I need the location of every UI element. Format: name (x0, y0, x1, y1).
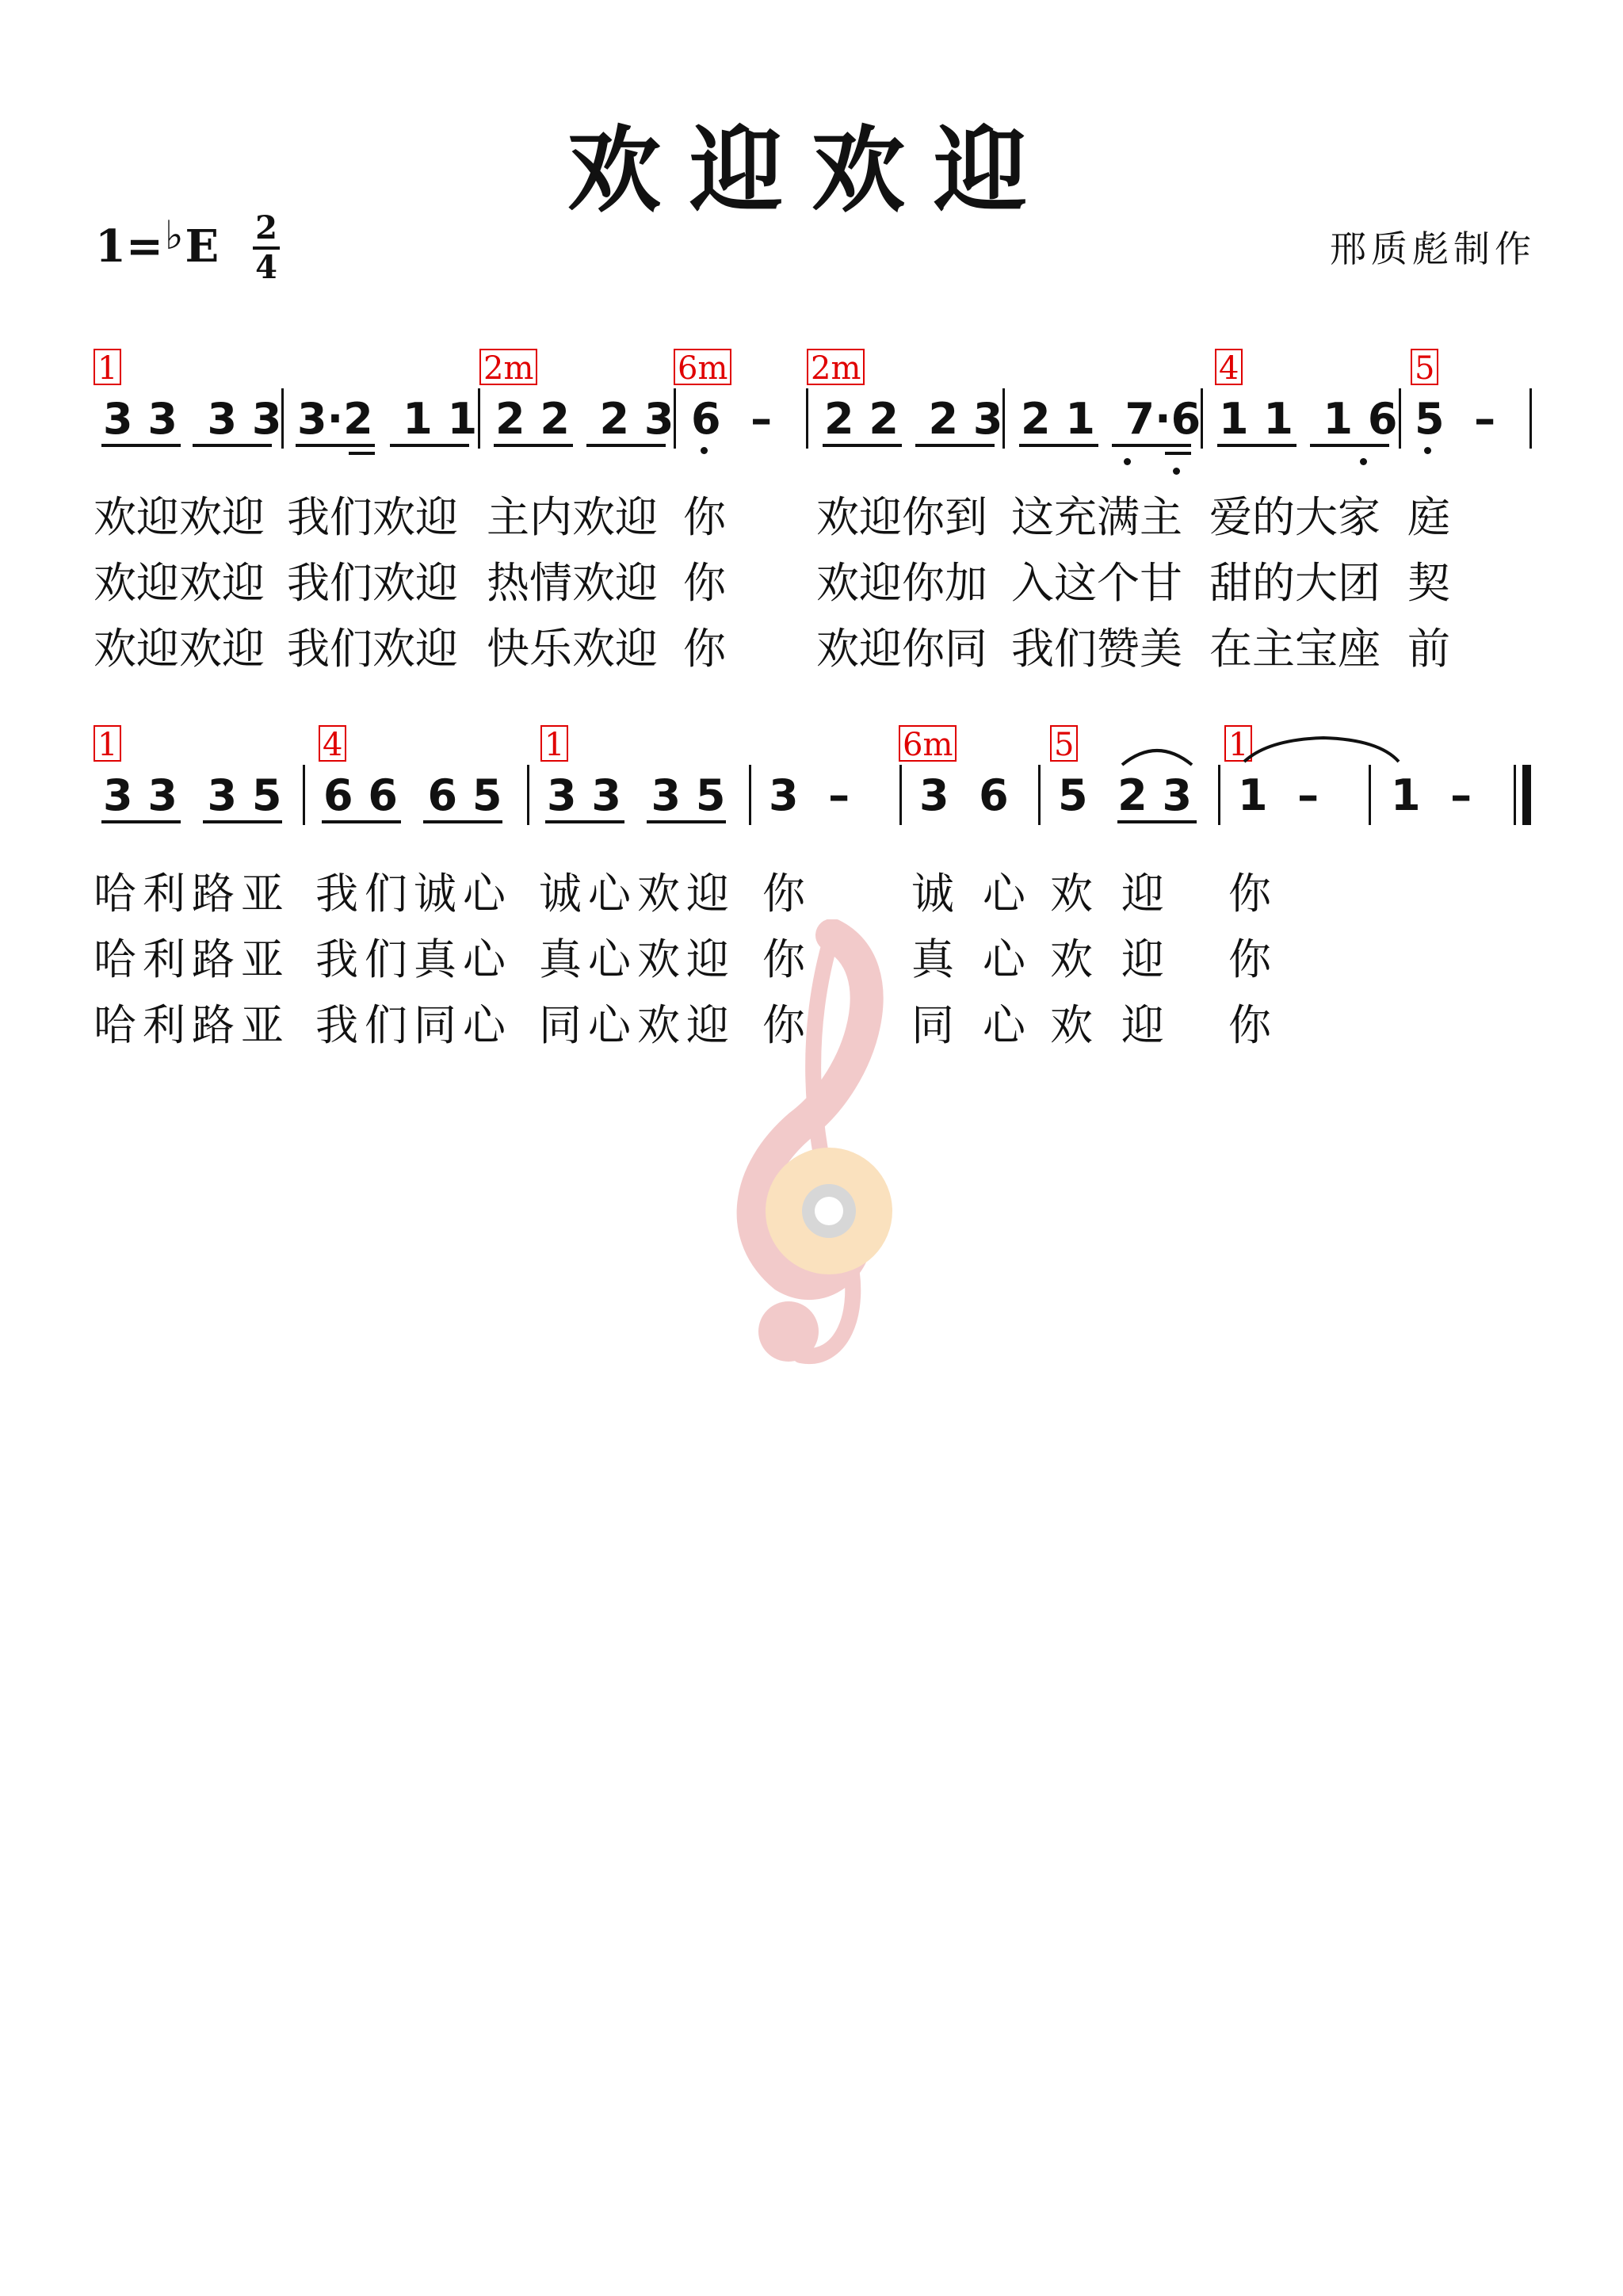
lyric-word: 你 (762, 934, 805, 984)
eighth-beam (423, 820, 502, 823)
measure-notes: 2 1 7·6 (1021, 394, 1201, 444)
chord-box: 5 (1411, 349, 1438, 385)
lyric-word: 你 (683, 558, 726, 608)
lyric-word: 你 (1228, 934, 1271, 984)
lyric-word: 欢迎你到 (816, 492, 987, 542)
sixteenth-beam (1165, 452, 1191, 455)
barline (1038, 765, 1041, 825)
measure-notes: 3 – (769, 770, 850, 820)
lyric-word: 契 (1407, 558, 1450, 608)
lyric-word: 我们欢迎 (287, 624, 458, 674)
chord-box: 1 (540, 725, 568, 762)
measure-notes: 5 – (1415, 394, 1496, 444)
lyric-word: 诚心欢迎 (539, 869, 735, 919)
barline (478, 388, 480, 449)
lyric-word: 我们同心 (315, 1000, 512, 1050)
eighth-beam (101, 444, 181, 447)
lyric-word: 心 (983, 1000, 1025, 1050)
measure-notes: 3 3 3 5 (547, 770, 726, 820)
lyric-word: 你 (1228, 1000, 1271, 1050)
measure-notes: 6 – (691, 394, 773, 444)
eighth-beam (1112, 444, 1191, 447)
lyric-word: 哈利路亚 (94, 1000, 290, 1050)
measure-notes: 1 – (1391, 770, 1472, 820)
low-octave-dot (701, 447, 708, 454)
barline (899, 765, 902, 825)
lyric-word: 主内欢迎 (487, 492, 658, 542)
low-octave-dot (1124, 458, 1131, 465)
lyric-word: 诚 (911, 869, 954, 919)
lyric-word: 真 (911, 934, 954, 984)
time-sig-top: 2 (255, 209, 277, 246)
chord-box: 6m (899, 725, 957, 762)
measure-notes: 3·2 1 1 (297, 394, 478, 444)
eighth-beam (296, 444, 375, 447)
eighth-beam (915, 444, 995, 447)
lyric-word: 我们诚心 (315, 869, 512, 919)
tie (1236, 733, 1407, 765)
lyric-word: 欢迎欢迎 (94, 492, 265, 542)
eighth-beam (1217, 444, 1296, 447)
low-octave-dot (1424, 447, 1431, 454)
measure-notes: 3 3 3 3 (103, 394, 282, 444)
lyric-word: 你 (683, 492, 726, 542)
lyric-word: 我们真心 (315, 934, 512, 984)
key-signature (95, 212, 219, 273)
eighth-beam (203, 820, 282, 823)
key-note: E (185, 220, 220, 273)
lyric-word: 欢 (1050, 869, 1093, 919)
lyric-word: 热情欢迎 (487, 558, 658, 608)
lyric-word: 你 (683, 624, 726, 674)
lyric-word: 我们欢迎 (287, 492, 458, 542)
barline (1218, 765, 1220, 825)
lyric-word: 前 (1407, 624, 1450, 674)
barline (1399, 388, 1401, 449)
eighth-beam (101, 820, 181, 823)
eighth-beam (586, 444, 666, 447)
eighth-beam (1310, 444, 1389, 447)
lyric-word: 迎 (1121, 869, 1164, 919)
eighth-beam (647, 820, 726, 823)
lyric-word: 你 (762, 869, 805, 919)
sixteenth-beam (349, 452, 375, 455)
measure-notes: 3 6 (919, 770, 1009, 820)
chord-box: 1 (94, 349, 121, 385)
chord-box: 4 (319, 725, 346, 762)
lyric-word: 庭 (1407, 492, 1450, 542)
measure-notes: 3 3 3 5 (103, 770, 282, 820)
eighth-beam (823, 444, 902, 447)
lyric-word: 欢迎欢迎 (94, 558, 265, 608)
eighth-beam (545, 820, 624, 823)
final-barline-thick (1522, 765, 1531, 825)
final-barline-thin (1514, 765, 1516, 825)
lyric-word: 心 (983, 869, 1025, 919)
eighth-beam (390, 444, 469, 447)
barline (806, 388, 808, 449)
eighth-beam (322, 820, 401, 823)
barline (1529, 388, 1532, 449)
key-prefix: 1= (95, 220, 163, 273)
measure-notes: 2 2 2 3 (495, 394, 674, 444)
slur (1117, 741, 1197, 770)
lyric-word: 欢迎你同 (816, 624, 987, 674)
lyric-word: 这充满主 (1011, 492, 1182, 542)
barline (303, 765, 305, 825)
lyric-word: 欢 (1050, 1000, 1093, 1050)
chord-box: 4 (1215, 349, 1243, 385)
measure-notes: 1 – (1238, 770, 1319, 820)
measure-notes: 1 1 1 6 (1219, 394, 1398, 444)
lyric-word: 迎 (1121, 1000, 1164, 1050)
lyric-word: 爱的大家 (1209, 492, 1381, 542)
chord-box: 5 (1050, 725, 1078, 762)
chord-box: 6m (674, 349, 731, 385)
barline (527, 765, 529, 825)
treble-clef-icon (713, 919, 919, 1379)
lyric-word: 欢迎你加 (816, 558, 987, 608)
time-sig-bottom: 4 (255, 249, 277, 286)
low-octave-dot (1360, 458, 1367, 465)
lyric-word: 同 (911, 1000, 954, 1050)
lyric-word: 甜的大团 (1209, 558, 1381, 608)
lyric-word: 你 (1228, 869, 1271, 919)
measure-notes: 6 6 6 5 (323, 770, 502, 820)
eighth-beam (193, 444, 272, 447)
song-title: 欢迎欢迎 (567, 115, 1056, 225)
measure-notes: 5 2 3 (1058, 770, 1193, 820)
lyric-word: 我们欢迎 (287, 558, 458, 608)
barline (674, 388, 676, 449)
eighth-beam (1117, 820, 1197, 823)
barline (1201, 388, 1203, 449)
lyric-word: 你 (762, 1000, 805, 1050)
low-octave-dot (1173, 468, 1180, 475)
lyric-word: 在主宝座 (1209, 624, 1381, 674)
chord-box: 1 (94, 725, 121, 762)
lyric-word: 快乐欢迎 (487, 624, 658, 674)
lyric-word: 哈利路亚 (94, 869, 290, 919)
lyric-word: 我们赞美 (1011, 624, 1182, 674)
barline (281, 388, 284, 449)
lyric-word: 欢 (1050, 934, 1093, 984)
barline (749, 765, 751, 825)
eighth-beam (1019, 444, 1098, 447)
lyric-word: 真心欢迎 (539, 934, 735, 984)
time-signature (250, 211, 282, 285)
barline (1002, 388, 1005, 449)
flat-sign: ♭ (164, 212, 184, 258)
chord-box: 2m (807, 349, 865, 385)
lyric-word: 入这个甘 (1011, 558, 1182, 608)
lyric-word: 迎 (1121, 934, 1164, 984)
barline (1369, 765, 1371, 825)
lyric-word: 心 (983, 934, 1025, 984)
lyric-word: 同心欢迎 (539, 1000, 735, 1050)
lyric-word: 哈利路亚 (94, 934, 290, 984)
measure-notes: 2 2 2 3 (824, 394, 1003, 444)
chord-box: 1 (1224, 725, 1252, 762)
eighth-beam (494, 444, 573, 447)
author-credit: 邢质彪制作 (1330, 227, 1536, 270)
lyric-word: 欢迎欢迎 (94, 624, 265, 674)
chord-box: 2m (479, 349, 537, 385)
